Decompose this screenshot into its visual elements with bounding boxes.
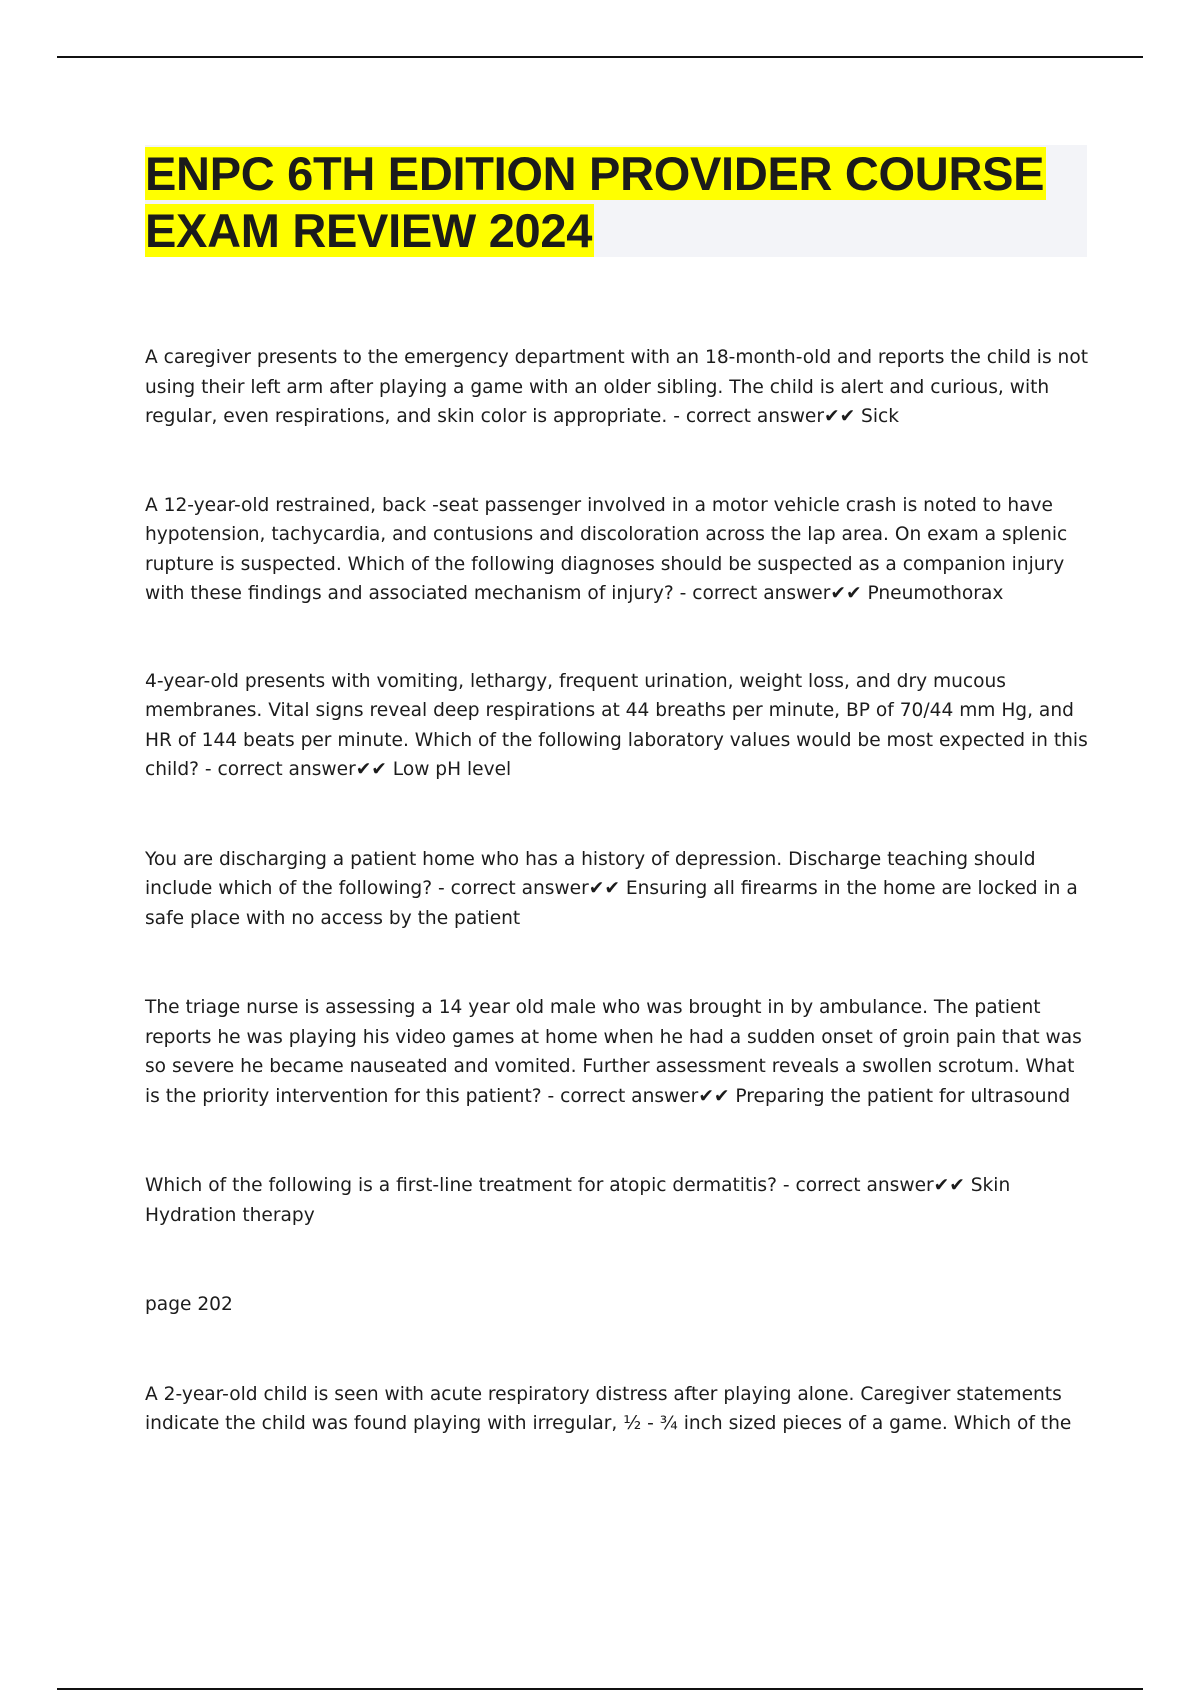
page-number: page 202 <box>145 1294 233 1315</box>
title-highlight: ENPC 6TH EDITION PROVIDER COURSE EXAM REVIEW 2024 <box>145 147 1045 257</box>
qa-entry-4: You are discharging a patient home who has a history of depression. Discharge teaching should include which of the following? - correct answer✔✔ Ensuring all firearms in the home are locked in a safe place with no access by the patient <box>145 848 1078 929</box>
bottom-rule <box>57 1688 1143 1690</box>
qa-entry-2: A 12-year-old restrained, back -seat passenger involved in a motor vehicle crash is noted to have hypotension, tachycardia, and contusions and discoloration across the lap area. On exam a splenic rupture is suspected. Which of the following diagnoses should be suspected as a companion injury with these findings and associated mechanism of injury? - correct answer✔✔ Pneumothorax <box>145 494 1068 604</box>
qa-entry-3: 4-year-old presents with vomiting, lethargy, frequent urination, weight loss, and dry mucous membranes. Vital signs reveal deep respirations at 44 breaths per minute, BP of 70/44 mm Hg, and HR of 144 beats per minute. Which of the following laboratory values would be most expected in this child? - correct answer✔✔ Low pH level <box>145 670 1088 780</box>
qa-entry-7: A 2-year-old child is seen with acute respiratory distress after playing alone. Caregiver statements indicate the child was found playing with irregular, ½ - ¾ inch sized pieces of a game. Which of the <box>145 1383 1072 1434</box>
qa-entry-5: The triage nurse is assessing a 14 year old male who was brought in by ambulance. The patient reports he was playing his video games at home when he had a sudden onset of groin pain that was so severe he became nauseated and vomited. Further assessment reveals a swollen scrotum. What is the priority intervention for this patient? - correct answer✔✔ Preparing the patient for ultrasound <box>145 997 1082 1107</box>
document-title <box>145 145 1095 259</box>
top-rule <box>57 56 1143 58</box>
document-body <box>145 343 1090 1439</box>
qa-entry-6: Which of the following is a first-line treatment for atopic dermatitis? - correct answer✔✔ Skin Hydration therapy <box>145 1175 1011 1226</box>
qa-entry-1: A caregiver presents to the emergency department with an 18-month-old and reports the child is not using their left arm after playing a game with an older sibling. The child is alert and curious, with regular, even respirations, and skin color is appropriate. - correct answer✔✔ Sick <box>145 347 1088 427</box>
